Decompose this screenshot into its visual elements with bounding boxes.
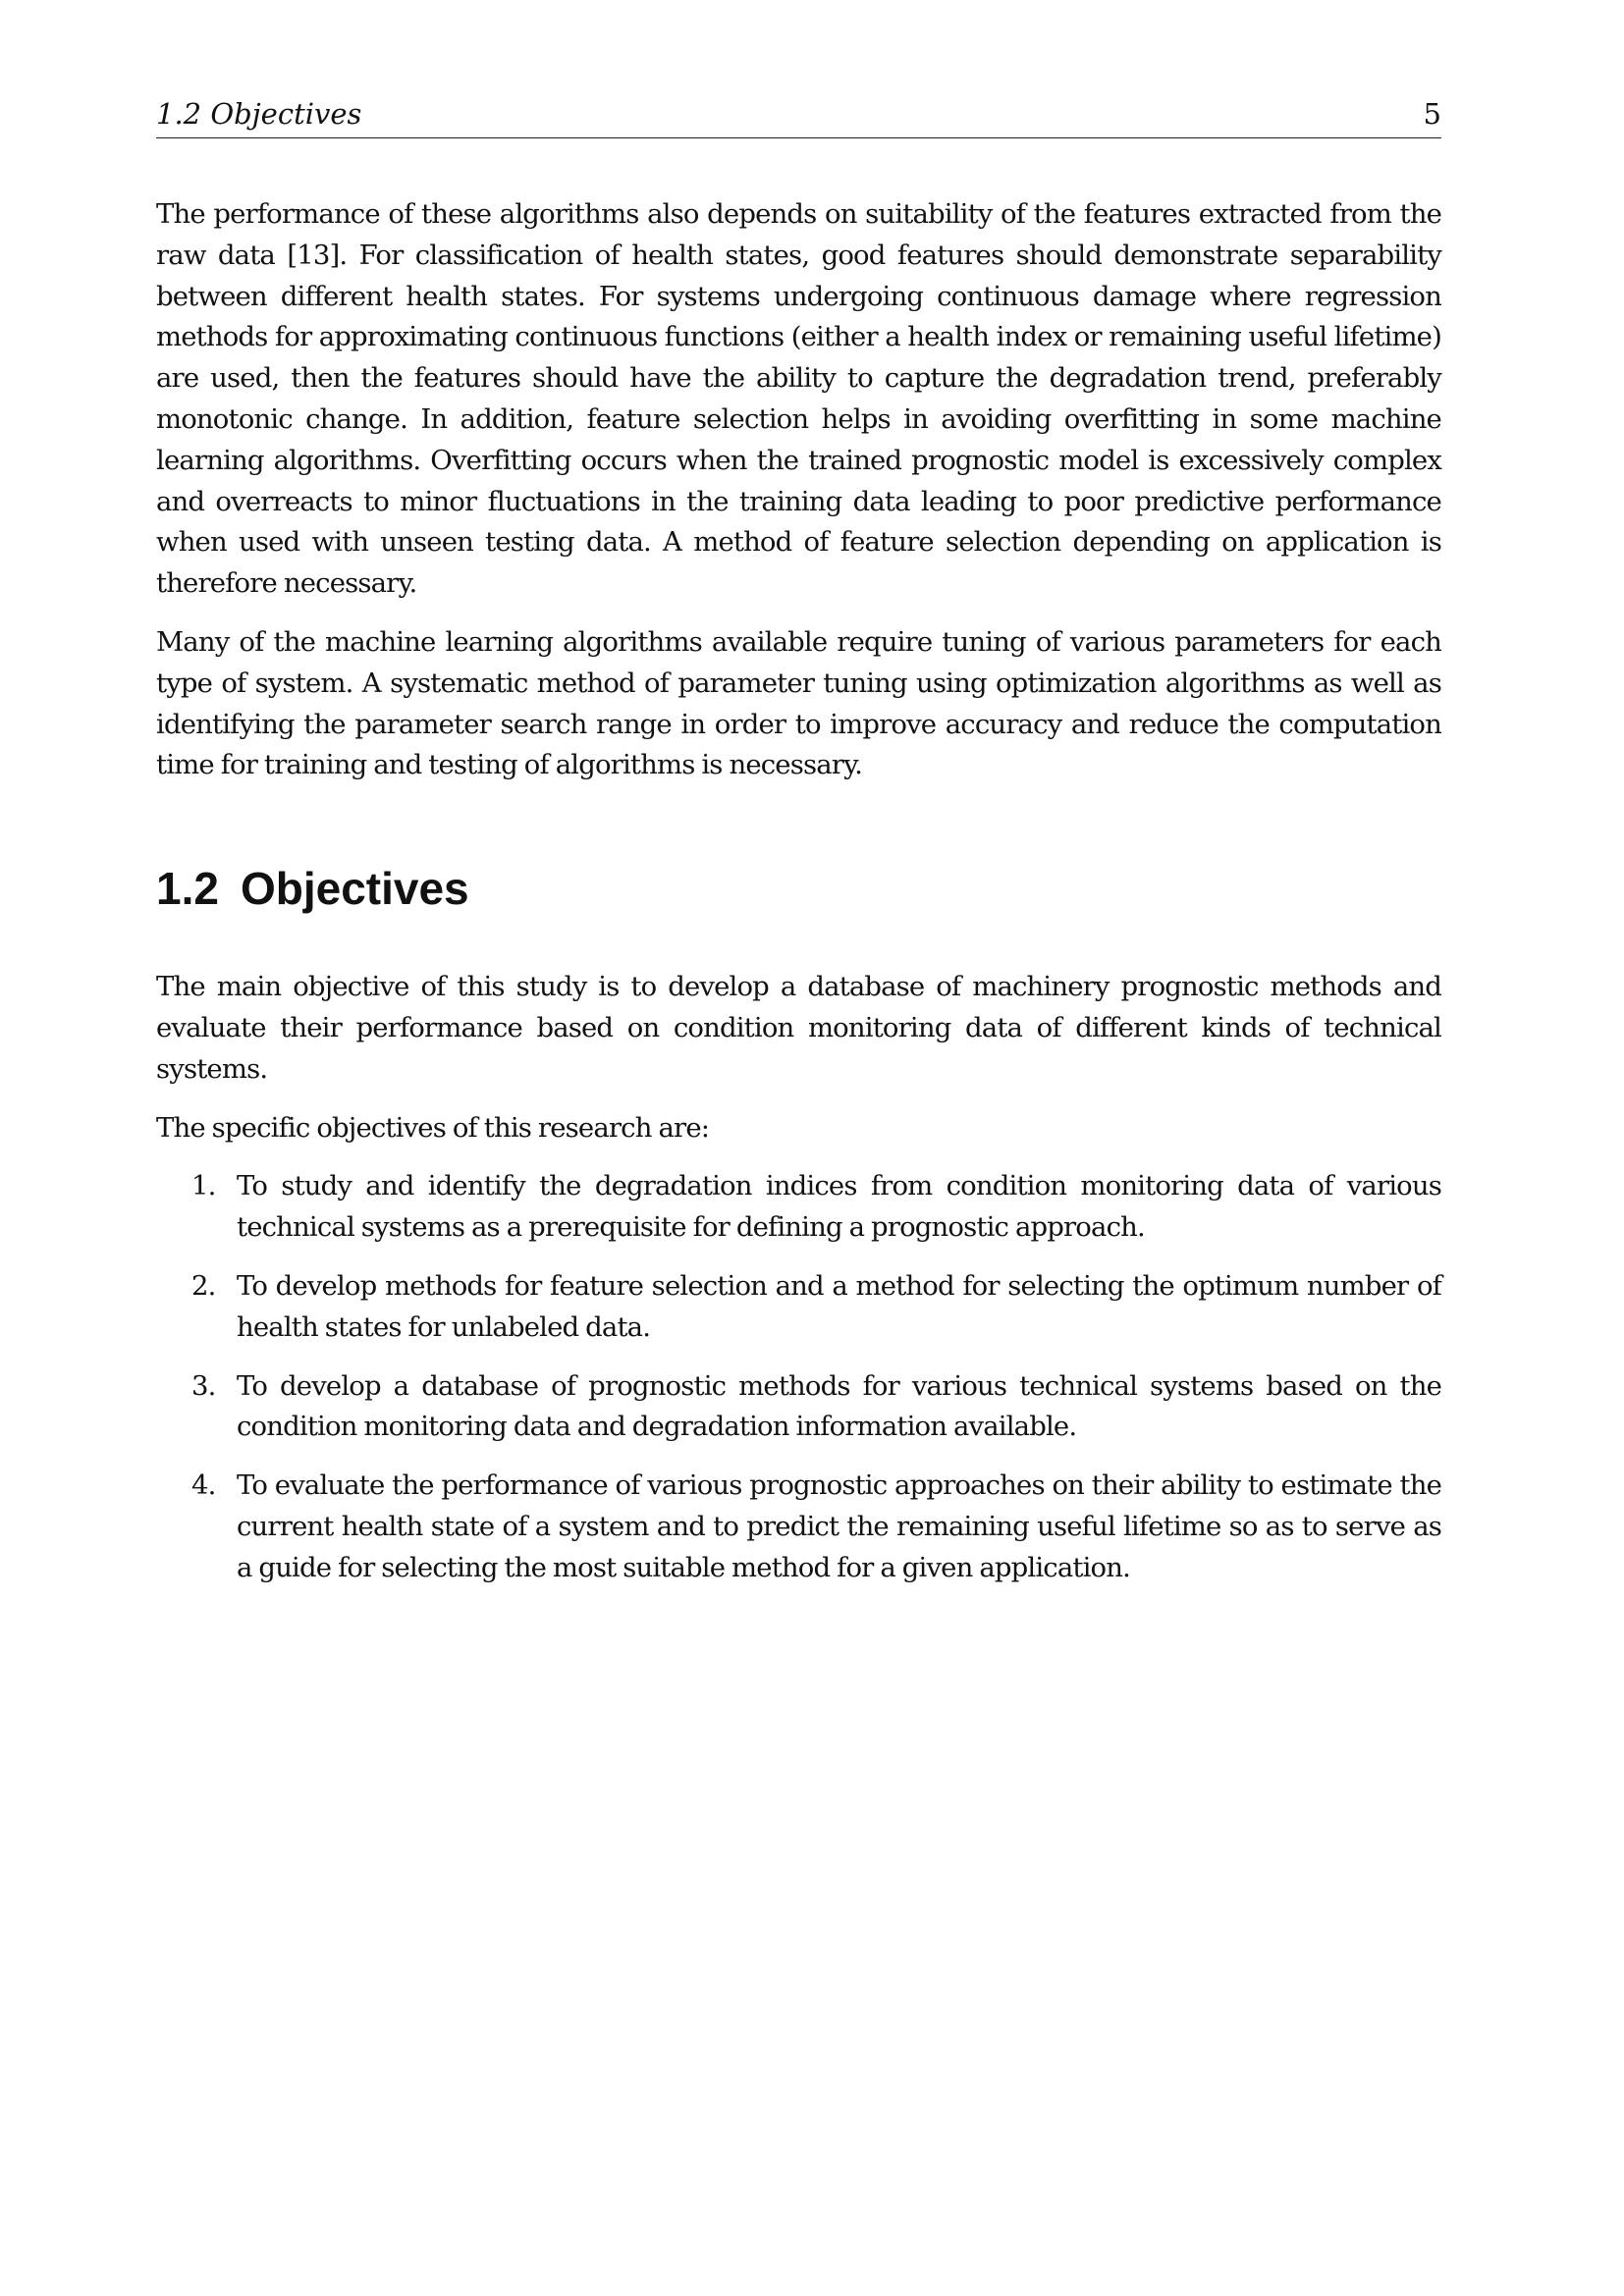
- paragraph-parameter-tuning: Many of the machine learning algorithms available require tuning of various parameters for each type of system. A systematic method of parameter tuning using optimization algorithms as well as identifying the parameter search range in order to improve accuracy and reduce the computation time for training and testing of algorithms is necessary.: [156, 625, 1441, 781]
- list-item-text: To develop methods for feature selection and a method for selecting the optimum number of health states for unlabeled data.: [237, 1269, 1441, 1343]
- paragraph-list-intro: The specific objectives of this research are:: [156, 1111, 710, 1144]
- section-number: 1.2: [156, 863, 219, 915]
- section-title: Objectives: [240, 863, 469, 915]
- objectives-list: [156, 1166, 1441, 1588]
- list-item-number: 1.: [191, 1170, 216, 1202]
- list-item-text: To develop a database of prognostic methods for various technical systems based on the condition monitoring data and degradation information available.: [237, 1369, 1441, 1443]
- section-heading: [156, 859, 1441, 918]
- list-item-number: 2.: [191, 1269, 216, 1302]
- running-header: [156, 94, 1441, 138]
- list-item: [156, 1266, 1441, 1349]
- list-item: [156, 1466, 1441, 1588]
- list-item: [156, 1166, 1441, 1249]
- list-item: [156, 1366, 1441, 1449]
- list-item-text: To study and identify the degradation indices from condition monitoring data of various technical systems as a prerequisite for defining a prognostic approach.: [237, 1170, 1441, 1244]
- main-content: [156, 194, 1441, 1607]
- list-item-number: 4.: [191, 1469, 216, 1502]
- header-section-title: 1.2 Objectives: [156, 97, 362, 131]
- list-item-number: 3.: [191, 1369, 216, 1402]
- paragraph-main-objective: The main objective of this study is to develop a database of machinery prognostic methods and evaluate their performance based on condition monitoring data of different kinds of technical systems.: [156, 971, 1441, 1085]
- paragraph-feature-performance: The performance of these algorithms also depends on suitability of the features extracted from the raw data [13]. For classification of health states, good features should demonstrate separability between different health states. For systems undergoing continuous damage where regression methods for approximating continuous functions (either a health index or remaining useful lifetime) are used, then the features should have the ability to capture the degradation trend, preferably monotonic change. In addition, feature selection helps in avoiding overfitting in some machine learning algorithms. Overfitting occurs when the trained prognostic model is excessively complex and overreacts to minor fluctuations in the training data leading to poor predictive performance when used with unseen testing data. A method of feature selection depending on application is therefore necessary.: [156, 198, 1441, 600]
- page-number: 5: [1423, 97, 1441, 131]
- list-item-text: To evaluate the performance of various prognostic approaches on their ability to estimate the current health state of a system and to predict the remaining useful lifetime so as to serve as a guide for selecting the most suitable method for a given application.: [237, 1469, 1441, 1583]
